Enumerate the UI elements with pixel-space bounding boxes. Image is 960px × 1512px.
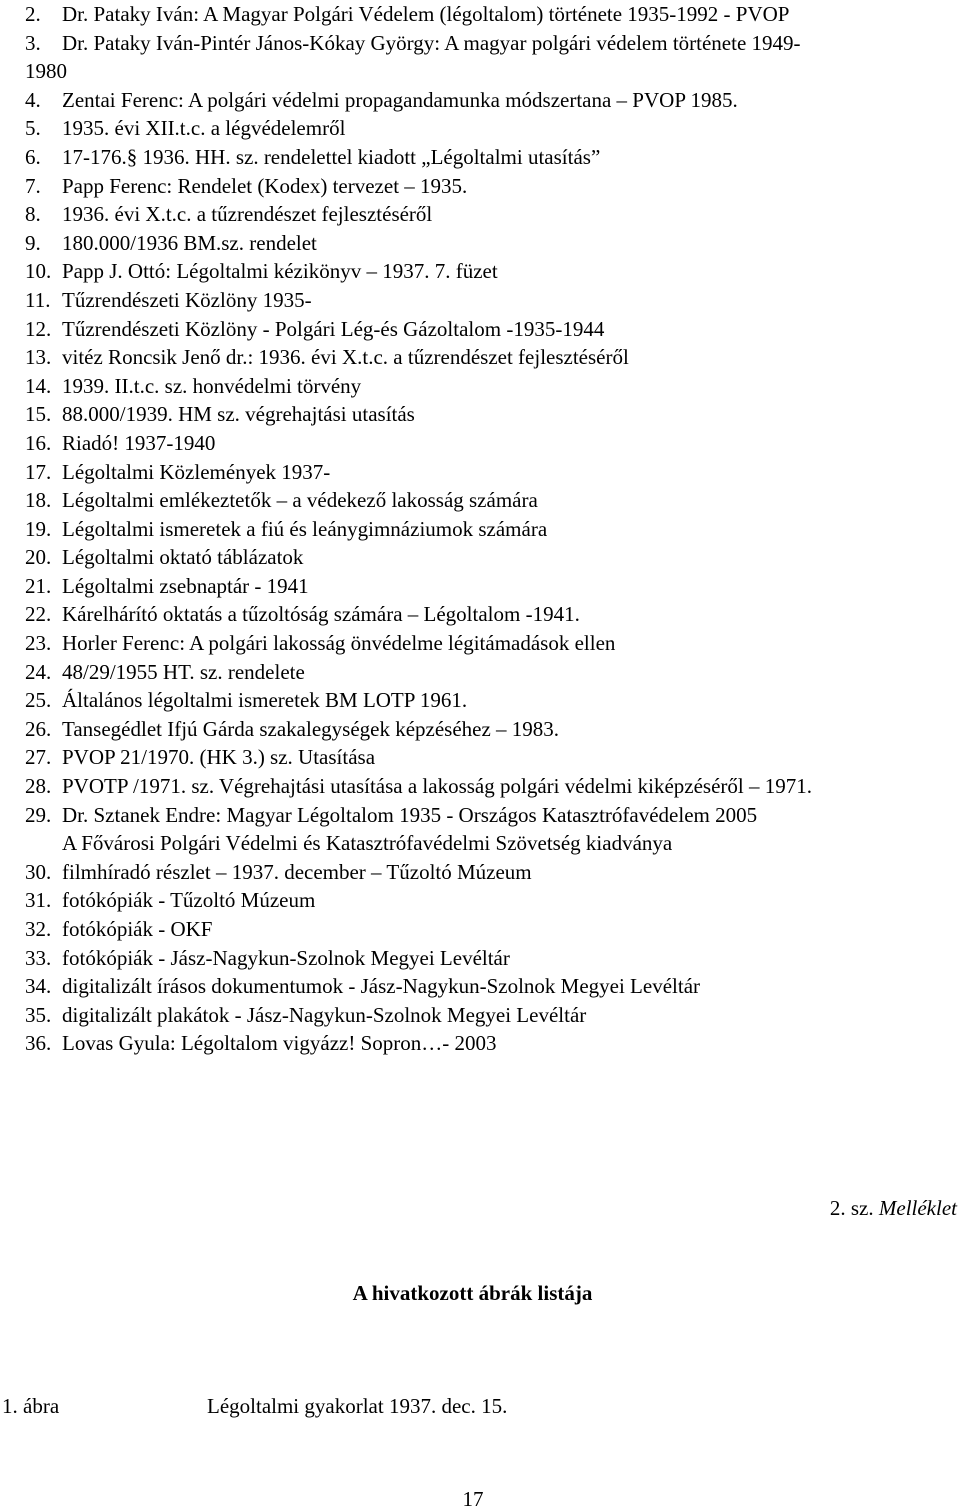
reference-number: 15. [25, 402, 52, 427]
reference-item [25, 486, 960, 515]
reference-text-line: vitéz Roncsik Jenő dr.: 1936. évi X.t.c. a tűzrendészet fejlesztéséről [62, 345, 629, 370]
reference-item [25, 172, 960, 201]
reference-number: 34. [25, 974, 52, 999]
reference-text [25, 29, 801, 86]
reference-text-line: Tűzrendészeti Közlöny - Polgári Lég-és Gázoltalom -1935-1944 [62, 316, 605, 341]
reference-item [25, 715, 960, 744]
reference-text [62, 429, 215, 458]
reference-text [62, 658, 305, 687]
reference-number: 26. [25, 716, 52, 741]
annex-prefix: 2. sz. [829, 1196, 874, 1220]
reference-text-line: 88.000/1939. HM sz. végrehajtási utasítás [62, 402, 415, 427]
reference-item [25, 600, 960, 629]
reference-item [25, 372, 960, 401]
reference-number: 5. [25, 116, 41, 141]
reference-text [62, 572, 309, 601]
reference-text [62, 858, 532, 887]
reference-text [62, 372, 361, 401]
reference-item [25, 572, 960, 601]
reference-number: 23. [25, 631, 52, 656]
reference-text [62, 972, 700, 1001]
reference-item [25, 515, 960, 544]
reference-item [25, 658, 960, 687]
reference-text [62, 172, 467, 201]
reference-item [25, 858, 960, 887]
reference-text-line: Dr. Sztanek Endre: Magyar Légoltalom 1935 - Országos Katasztrófavédelem 2005 [62, 802, 758, 827]
reference-text-line: digitalizált írásos dokumentumok - Jász-Nagykun-Szolnok Megyei Levéltár [62, 974, 701, 999]
reference-number: 4. [25, 87, 41, 112]
reference-text [62, 343, 629, 372]
reference-text [62, 743, 375, 772]
reference-text [62, 486, 538, 515]
reference-number: 28. [25, 774, 52, 799]
reference-text [62, 257, 498, 286]
reference-item [25, 1029, 960, 1058]
reference-text [62, 629, 615, 658]
reference-text-line: Légoltalmi Közlemények 1937- [62, 459, 331, 484]
figure-number: 1. ábra [2, 1394, 60, 1418]
reference-text [62, 458, 330, 487]
reference-text-line: Papp J. Ottó: Légoltalmi kézikönyv – 1937. 7. füzet [62, 259, 498, 284]
reference-text-line: Általános légoltalmi ismeretek BM LOTP 1961. [62, 688, 468, 713]
reference-text-line: fotókópiák - Tűzoltó Múzeum [62, 888, 316, 913]
reference-number: 2. [25, 2, 41, 26]
reference-text [62, 801, 757, 858]
reference-list [25, 0, 960, 1058]
reference-item [25, 915, 960, 944]
reference-item [25, 543, 960, 572]
figure-list-item [2, 1392, 507, 1420]
reference-item [25, 772, 960, 801]
reference-item [25, 0, 960, 29]
reference-text-line: 48/29/1955 HT. sz. rendelete [62, 659, 305, 684]
reference-text-line: Riadó! 1937-1940 [62, 430, 216, 455]
reference-number: 11. [25, 287, 51, 312]
reference-item [25, 972, 960, 1001]
reference-number: 33. [25, 945, 52, 970]
reference-text-line: 17-176.§ 1936. HH. sz. rendelettel kiadott „Légoltalmi utasítás” [62, 144, 601, 169]
reference-text [62, 886, 315, 915]
reference-text-line: filmhíradó részlet – 1937. december – Tűzoltó Múzeum [62, 859, 532, 884]
reference-item [25, 886, 960, 915]
reference-text-line: 1935. évi XII.t.c. a légvédelemről [62, 116, 346, 141]
reference-text-line: Horler Ferenc: A polgári lakosság önvédelme légitámadások ellen [62, 631, 616, 656]
reference-text [62, 286, 312, 315]
reference-number: 20. [25, 545, 52, 570]
reference-text-line: Légoltalmi oktató táblázatok [62, 545, 304, 570]
reference-item [25, 114, 960, 143]
reference-number: 14. [25, 373, 52, 398]
reference-text-line: digitalizált plakátok - Jász-Nagykun-Szolnok Megyei Levéltár [62, 1002, 587, 1027]
reference-text [62, 0, 789, 29]
reference-text-line: Dr. Pataky Iván: A Magyar Polgári Védelem (légoltalom) története 1935-1992 - PVOP [62, 2, 790, 26]
reference-item [25, 315, 960, 344]
reference-text [62, 86, 738, 115]
reference-text [62, 1029, 497, 1058]
reference-item [25, 629, 960, 658]
reference-text [62, 772, 812, 801]
reference-number: 7. [25, 173, 41, 198]
reference-number: 22. [25, 602, 52, 627]
reference-text-line: Légoltalmi emlékeztetők – a védekező lakosság számára [62, 488, 538, 513]
reference-text-line: Zentai Ferenc: A polgári védelmi propagandamunka módszertana – PVOP 1985. [62, 87, 738, 112]
reference-text [62, 515, 547, 544]
reference-text-line: PVOP 21/1970. (HK 3.) sz. Utasítása [62, 745, 376, 770]
reference-text [62, 1001, 586, 1030]
reference-text-continuation: A Fővárosi Polgári Védelmi és Katasztrófavédelmi Szövetség kiadványa [62, 831, 673, 856]
reference-number: 31. [25, 888, 52, 913]
reference-number: 6. [25, 144, 41, 169]
reference-item [25, 429, 960, 458]
reference-item [25, 458, 960, 487]
reference-number: 8. [25, 202, 41, 227]
reference-text-line: Dr. Pataky Iván-Pintér János-Kókay György: A magyar polgári védelem története 1949- [62, 30, 801, 55]
page-number: 17 [462, 1487, 484, 1511]
reference-text-line: Papp Ferenc: Rendelet (Kodex) tervezet – 1935. [62, 173, 468, 198]
annex-title: Melléklet [878, 1196, 957, 1220]
reference-text [62, 600, 580, 629]
figure-caption: Légoltalmi gyakorlat 1937. dec. 15. [207, 1394, 508, 1418]
reference-item [25, 286, 960, 315]
reference-text [62, 315, 604, 344]
reference-number: 10. [25, 259, 52, 284]
reference-number: 29. [25, 802, 52, 827]
reference-number: 36. [25, 1031, 52, 1056]
reference-item [25, 1001, 960, 1030]
reference-item [25, 400, 960, 429]
reference-text-line: fotókópiák - Jász-Nagykun-Szolnok Megyei Levéltár [62, 945, 510, 970]
reference-text-line: Kárelhárító oktatás a tűzoltóság számára – Légoltalom -1941. [62, 602, 580, 627]
reference-number: 19. [25, 516, 52, 541]
reference-text [62, 915, 213, 944]
reference-text-line: fotókópiák - OKF [62, 917, 213, 941]
reference-item [25, 686, 960, 715]
reference-text-line: Tansegédlet Ifjú Gárda szakalegységek képzéséhez – 1983. [62, 716, 560, 741]
annex-label [830, 1194, 957, 1222]
reference-number: 25. [25, 688, 52, 713]
reference-text [62, 400, 415, 429]
figures-heading: A hivatkozott ábrák listája [352, 1281, 593, 1305]
reference-number: 16. [25, 430, 52, 455]
reference-number: 24. [25, 659, 52, 684]
reference-number: 30. [25, 859, 52, 884]
reference-text-line: 1936. évi X.t.c. a tűzrendészet fejlesztéséről [62, 202, 433, 227]
reference-text-line: 180.000/1936 BM.sz. rendelet [62, 230, 317, 255]
reference-number: 13. [25, 345, 52, 370]
reference-item [25, 200, 960, 229]
reference-item [25, 86, 960, 115]
reference-item [25, 944, 960, 973]
reference-number: 27. [25, 745, 52, 770]
reference-text-line: Légoltalmi zsebnaptár - 1941 [62, 573, 309, 598]
reference-text-line: Légoltalmi ismeretek a fiú és leánygimnáziumok számára [62, 516, 548, 541]
reference-number: 21. [25, 573, 52, 598]
reference-number: 32. [25, 917, 52, 941]
reference-item [25, 29, 960, 86]
reference-text [62, 200, 432, 229]
reference-item [25, 257, 960, 286]
reference-number: 17. [25, 459, 52, 484]
reference-item [25, 143, 960, 172]
reference-number: 12. [25, 316, 52, 341]
reference-text [62, 686, 467, 715]
reference-text [62, 543, 303, 572]
reference-text-line: 1939. II.t.c. sz. honvédelmi törvény [62, 373, 362, 398]
reference-text [62, 114, 345, 143]
reference-text-line: Tűzrendészeti Közlöny 1935- [62, 287, 312, 312]
reference-text [62, 143, 600, 172]
reference-number: 3. [25, 30, 41, 55]
reference-text-line: Lovas Gyula: Légoltalom vigyázz! Sopron…- 2003 [62, 1031, 497, 1056]
reference-item [25, 743, 960, 772]
reference-text-line: PVOTP /1971. sz. Végrehajtási utasítása a lakosság polgári védelmi kiképzéséről – 1971. [62, 774, 813, 799]
reference-number: 9. [25, 230, 41, 255]
reference-text [62, 715, 559, 744]
reference-item [25, 801, 960, 858]
reference-item [25, 343, 960, 372]
reference-text [62, 944, 510, 973]
reference-text [62, 229, 317, 258]
reference-number: 18. [25, 488, 52, 513]
reference-item [25, 229, 960, 258]
reference-number: 35. [25, 1002, 52, 1027]
reference-text-continuation: 1980 [25, 59, 67, 84]
